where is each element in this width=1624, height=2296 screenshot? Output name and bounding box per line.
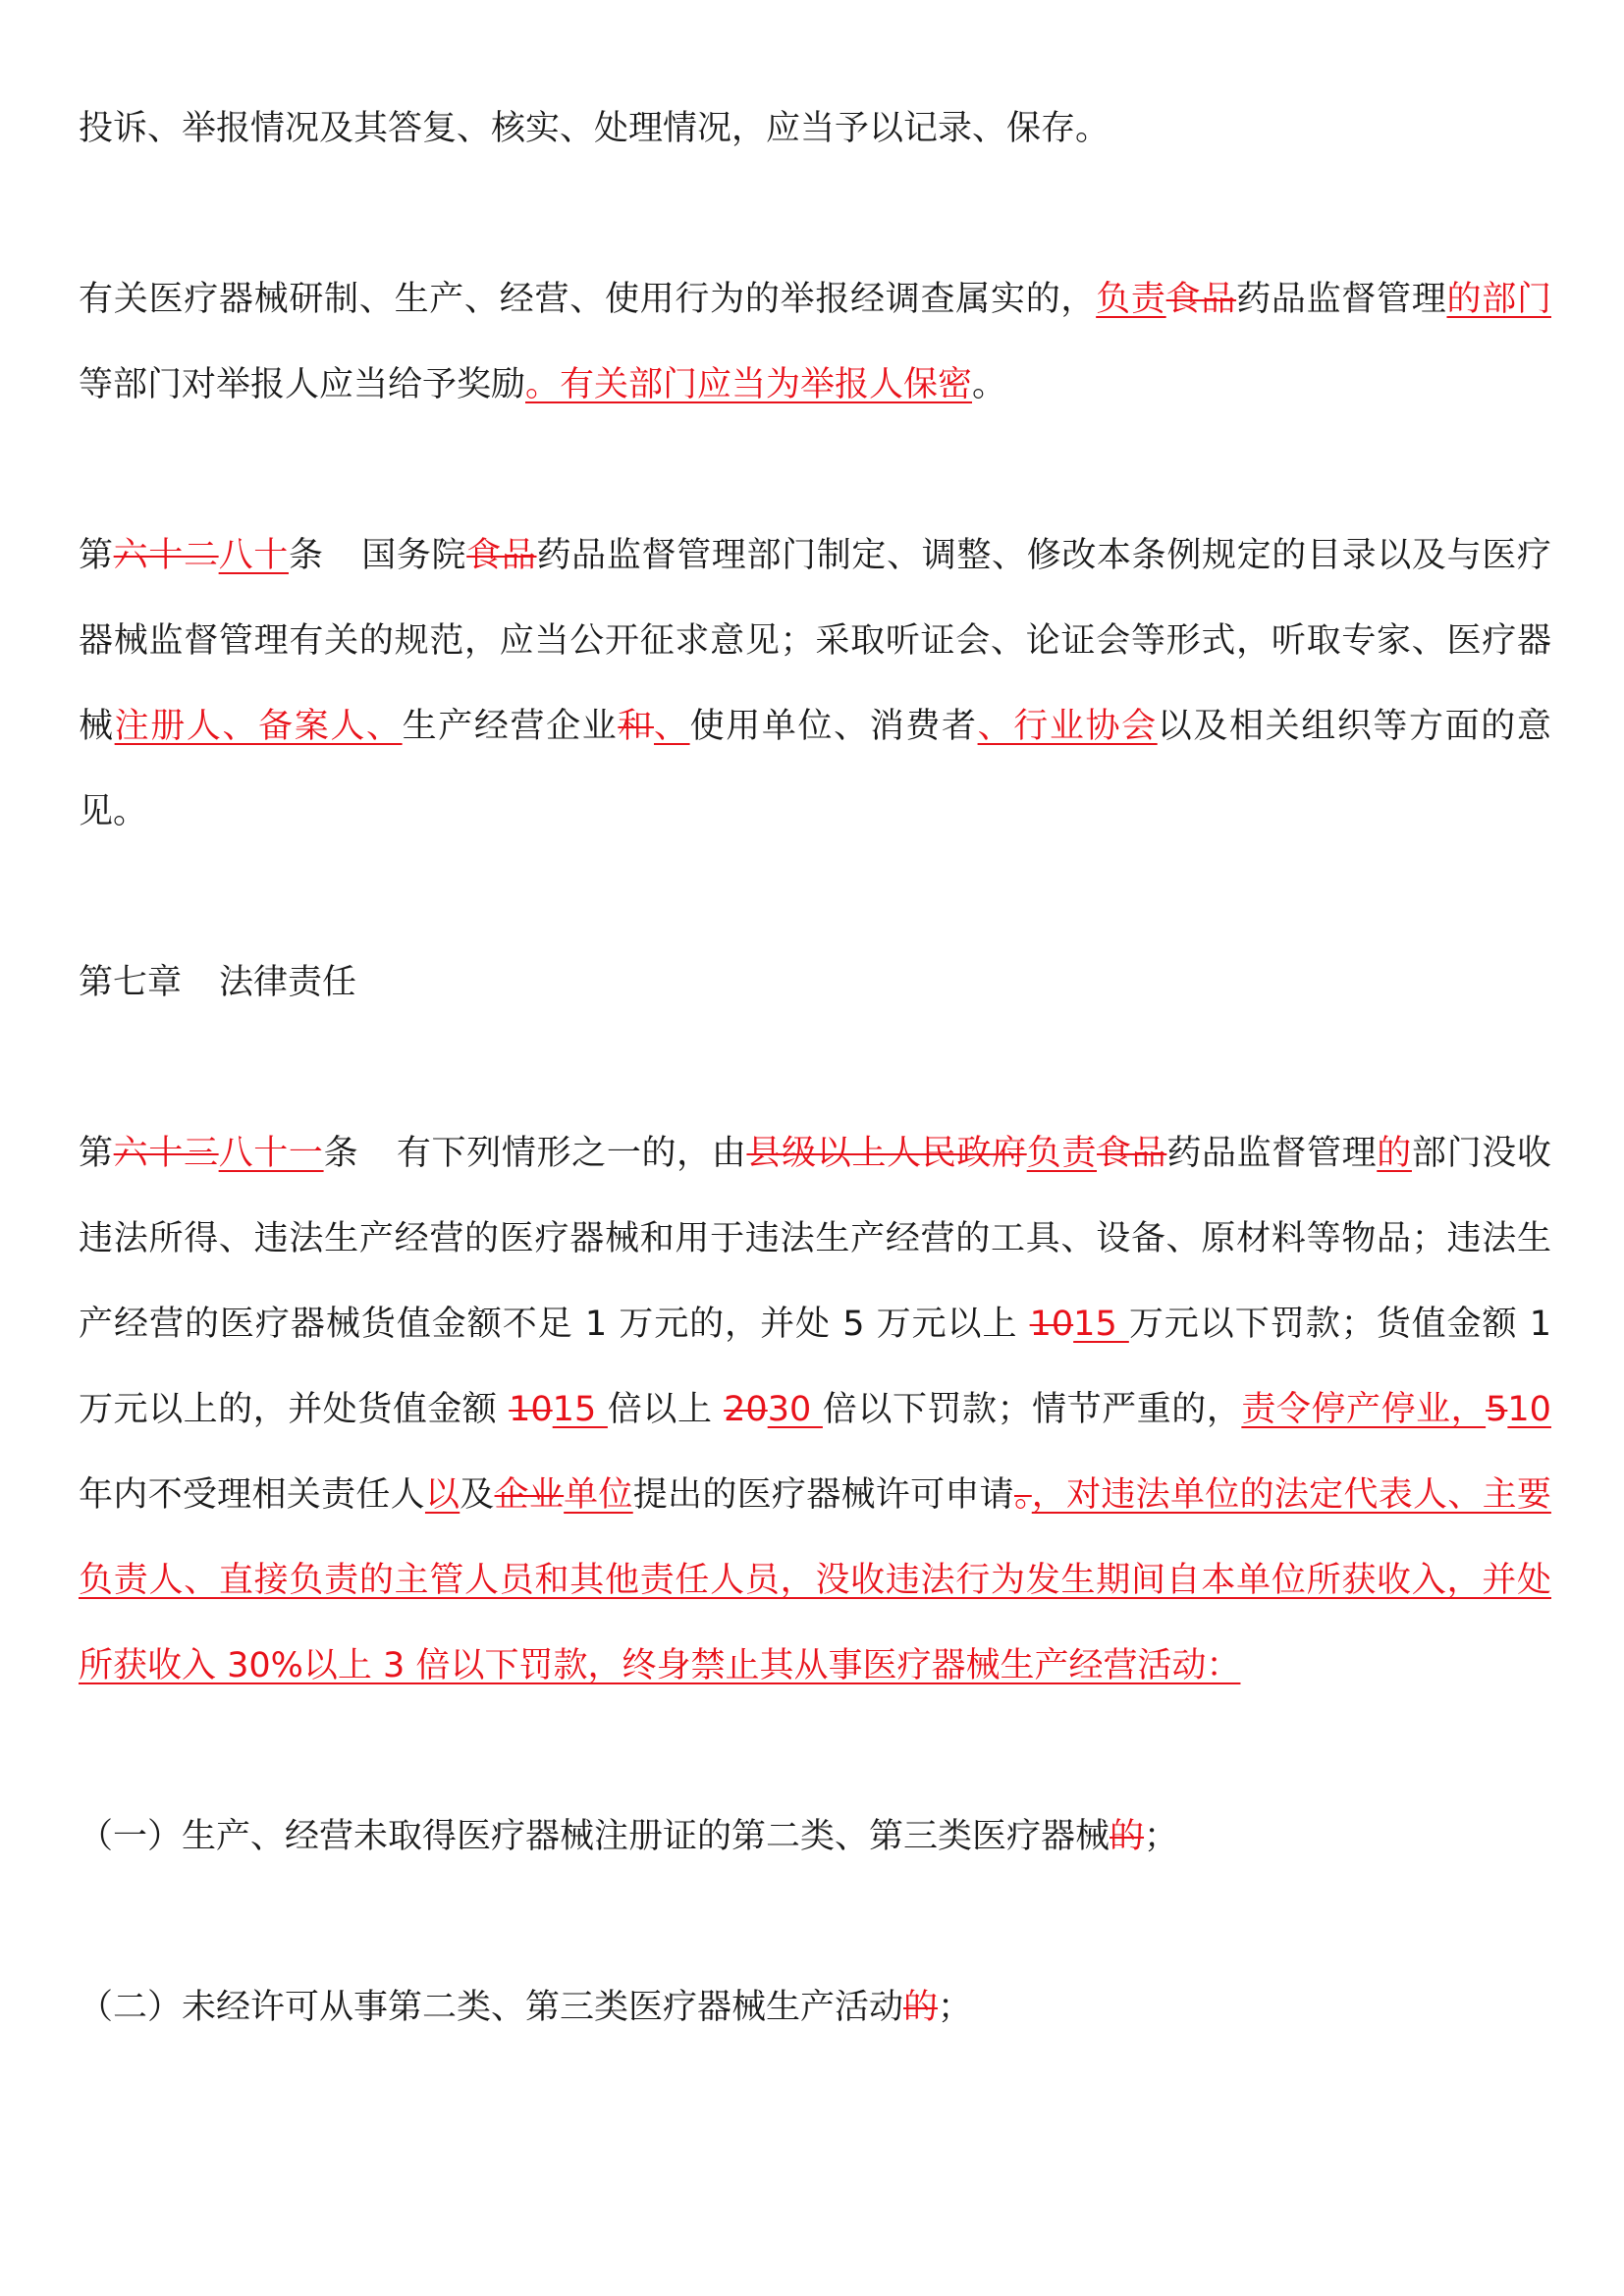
paragraph-spacer: [79, 1709, 1551, 1794]
text-run: 倍以下罚款；情节严重的，: [822, 1390, 1242, 1429]
inserted-text: 八十: [218, 536, 289, 575]
inserted-text: 单位: [564, 1475, 633, 1515]
deleted-text: 10: [509, 1390, 553, 1429]
deleted-text: 20: [724, 1390, 768, 1429]
text-run: 药品监督管理: [1236, 280, 1447, 319]
paragraph-spacer: [79, 1026, 1551, 1111]
deleted-text: 县级以上人民政府: [746, 1134, 1027, 1173]
deleted-text: 的: [1110, 1817, 1145, 1856]
text-run: 第七章: [79, 963, 183, 1002]
paragraph: [79, 257, 1551, 428]
inserted-text: 10: [1507, 1390, 1551, 1429]
paragraph-spacer: [79, 428, 1551, 513]
paragraph: [79, 1111, 1551, 1709]
deleted-text: 10: [1029, 1305, 1074, 1344]
text-run: 条: [323, 1134, 359, 1173]
text-run: ；: [938, 1988, 973, 2027]
deleted-text: 。: [1013, 1475, 1032, 1515]
text-run: 有关医疗器械研制、生产、经营、使用行为的举报经调查属实的，: [79, 280, 1097, 319]
inserted-text: 责令停产停业，: [1241, 1390, 1487, 1429]
inserted-text: 负责: [1096, 280, 1166, 319]
inserted-text: 八十一: [218, 1134, 324, 1173]
text-run: 药品监督管理: [1166, 1134, 1378, 1173]
document-page: [79, 86, 1551, 2051]
deleted-text: 六十三: [113, 1134, 219, 1173]
text-run: 条: [288, 536, 324, 575]
deleted-text: 5: [1486, 1390, 1508, 1429]
text-run: 年内不受理相关责任人: [79, 1475, 425, 1515]
text-run: 提出的医疗器械许可申请: [632, 1475, 1014, 1515]
deleted-text: 食品: [1165, 280, 1237, 319]
text-run: 生产经营企业: [402, 707, 619, 746]
text-run: 万元以下罚款；货值金额 1 万元以上的，并处货值金额: [79, 1305, 1551, 1429]
chapter-heading: [79, 940, 1551, 1026]
deleted-text: 食品: [466, 536, 537, 575]
deleted-text: 和: [618, 707, 654, 746]
paragraph-spacer: [79, 172, 1551, 257]
text-run: 。: [972, 365, 1007, 404]
inserted-text: 注册人、备案人、: [114, 707, 403, 746]
deleted-text: 食品: [1097, 1134, 1167, 1173]
text-run: 部门没收违法所得、违法生产经营的医疗器械和用于违法生产经营的工具、设备、原材料等物品；违法生产经营的医疗器械货值金额不足 1 万元的，并处 5 万元以上: [79, 1134, 1551, 1344]
inserted-text: 15: [552, 1390, 608, 1429]
paragraph-spacer: [79, 1880, 1551, 1965]
text-run: （二）未经许可从事第二类、第三类医疗器械生产活动: [79, 1988, 904, 2027]
inserted-text: 15: [1073, 1305, 1129, 1344]
text-run: 药品监督管理部门制定、调整、修改本条例规定的目录以及与医疗器械监督管理有关的规范，应当公开征求意见；采取听证会、论证会等形式，听取专家、医疗器械: [79, 536, 1551, 746]
deleted-text: 的: [903, 1988, 939, 2027]
inserted-text: 负责: [1026, 1134, 1098, 1173]
text-run: 第: [79, 536, 114, 575]
paragraph: [79, 1965, 1551, 2051]
inserted-text: 的: [1377, 1134, 1412, 1173]
deleted-text: 六十二: [113, 536, 219, 575]
text-run: 第: [79, 1134, 114, 1173]
text-run: 法律责任: [219, 963, 357, 1002]
paragraph: [79, 1794, 1551, 1880]
paragraph-spacer: [79, 855, 1551, 940]
text-run: 投诉、举报情况及其答复、核实、处理情况，应当予以记录、保存。: [79, 109, 1110, 148]
inserted-text: ，对违法单位的法定代表人、主要负责人、直接负责的主管人员和其他责任人员，没收违法行为发生期间自本单位所获收入，并处所获收入 30%以上 3 倍以下罚款，终身禁止其从事医疗器械生产经营活动：: [79, 1475, 1551, 1685]
inserted-text: 的部门: [1446, 280, 1551, 319]
paragraph: [79, 513, 1551, 855]
text-run: 及: [460, 1475, 495, 1515]
inserted-text: 。有关部门应当为举报人保密: [525, 365, 973, 404]
text-run: 使用单位、消费者: [689, 707, 978, 746]
inserted-text: 、: [653, 707, 690, 746]
text-run: 等部门对举报人应当给予奖励: [79, 365, 526, 404]
paragraph: [79, 86, 1551, 172]
text-run: （一）生产、经营未取得医疗器械注册证的第二类、第三类医疗器械: [79, 1817, 1110, 1856]
text-run: 倍以上: [607, 1390, 725, 1429]
inserted-text: 30: [767, 1390, 823, 1429]
text-run: 以及相关组织等方面的意见。: [79, 707, 1551, 831]
text-run: 国务院: [360, 536, 467, 575]
text-run: 有下列情形之一的，由: [396, 1134, 747, 1173]
inserted-text: 、行业协会: [977, 707, 1158, 746]
deleted-text: 企业: [494, 1475, 565, 1515]
inserted-text: 以: [424, 1475, 460, 1515]
text-run: ；: [1144, 1817, 1179, 1856]
